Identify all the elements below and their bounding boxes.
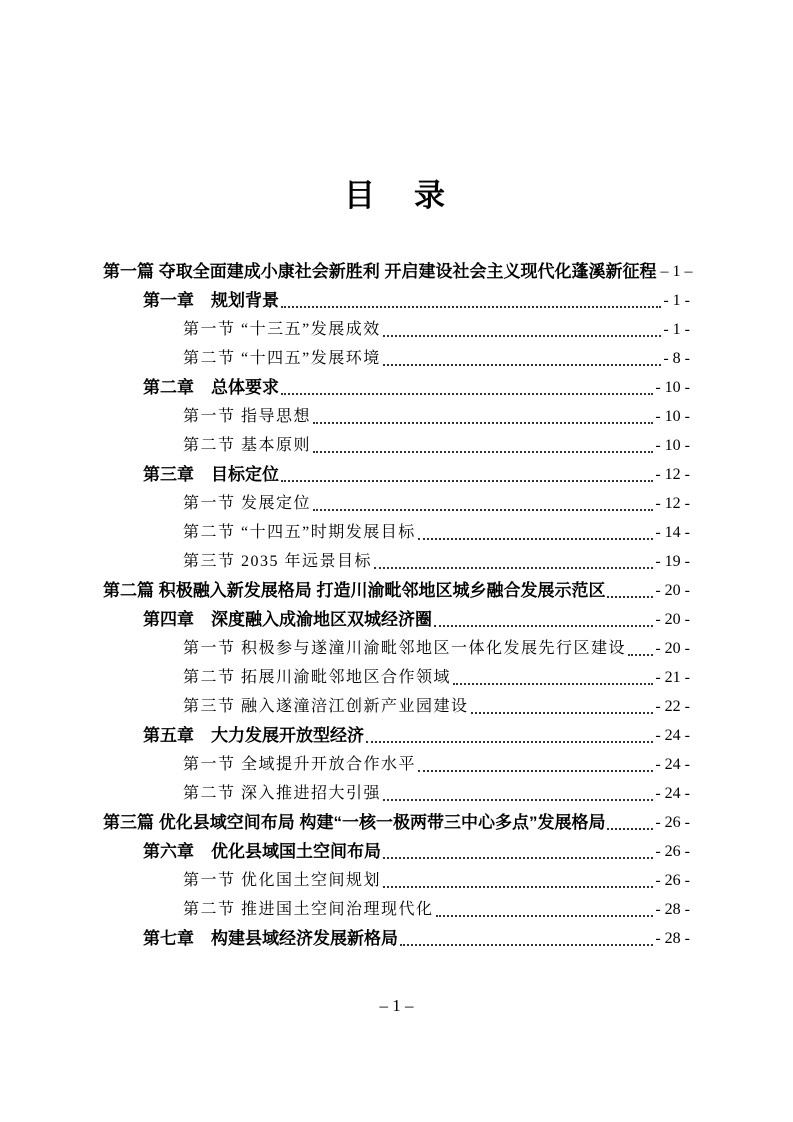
- toc-entry[interactable]: [103, 691, 690, 720]
- toc-entry-page: - 20 -: [655, 611, 690, 628]
- toc-entry-text: 第一章 规划背景: [143, 291, 279, 310]
- toc-entry-page: - 20 -: [655, 582, 690, 599]
- toc-entry-page: - 26 -: [655, 814, 690, 831]
- toc-leader-dots: [436, 915, 654, 917]
- toc-entry[interactable]: [103, 662, 690, 691]
- toc-entry-text: 第一篇 夺取全面建成小康社会新胜利 开启建设社会主义现代化蓬溪新征程: [103, 262, 657, 281]
- toc-leader-dots: [383, 335, 662, 337]
- toc-leader-dots: [281, 393, 653, 395]
- toc-entry-page: - 8 -: [663, 350, 690, 367]
- toc-entry[interactable]: [103, 720, 690, 749]
- toc-leader-dots: [313, 451, 653, 453]
- toc-entry-text: 第三节 融入遂潼涪江创新产业园建设: [183, 698, 469, 715]
- toc-leader-dots: [607, 596, 653, 598]
- toc-entry-page: - 12 -: [655, 495, 690, 512]
- toc-list: [103, 256, 693, 952]
- toc-leader-dots: [281, 306, 661, 308]
- toc-leader-dots: [313, 422, 653, 424]
- toc-entry-text: 第三章 目标定位: [143, 465, 279, 484]
- toc-entry[interactable]: [103, 372, 690, 401]
- toc-entry-text: 第二节 深入推进招大引强: [183, 785, 382, 802]
- toc-entry-text: 第二章 总体要求: [143, 378, 279, 397]
- toc-entry[interactable]: [103, 749, 690, 778]
- toc-entry[interactable]: [103, 459, 690, 488]
- toc-leader-dots: [418, 538, 654, 540]
- toc-entry-page: - 12 -: [655, 466, 690, 483]
- toc-entry[interactable]: [103, 401, 690, 430]
- toc-entry-page: - 24 -: [655, 727, 690, 744]
- toc-leader-dots: [607, 828, 653, 830]
- toc-entry-page: - 14 -: [655, 524, 690, 541]
- toc-entry-text: 第四章 深度融入成渝地区双城经济圈: [143, 610, 432, 629]
- toc-entry-text: 第七章 构建县域经济发展新格局: [143, 929, 398, 948]
- page-content: [103, 0, 693, 952]
- toc-entry[interactable]: [103, 778, 690, 807]
- toc-entry[interactable]: [103, 256, 693, 285]
- toc-entry[interactable]: [103, 807, 690, 836]
- toc-entry[interactable]: [103, 488, 690, 517]
- toc-entry-text: 第二节 基本原则: [183, 437, 312, 454]
- toc-entry[interactable]: [103, 285, 690, 314]
- toc-entry-page: - 19 -: [655, 553, 690, 570]
- toc-entry-text: 第二节 推进国土空间治理现代化: [183, 901, 434, 918]
- toc-entry-text: 第一节 优化国土空间规划: [183, 872, 382, 889]
- toc-entry[interactable]: [103, 546, 690, 575]
- toc-entry[interactable]: [103, 894, 690, 923]
- toc-entry-text: 第二节 拓展川渝毗邻地区合作领域: [183, 669, 452, 686]
- toc-entry-text: 第五章 大力发展开放型经济: [143, 726, 364, 745]
- toc-entry[interactable]: [103, 575, 690, 604]
- toc-leader-dots: [628, 654, 653, 656]
- toc-entry-page: - 24 -: [655, 785, 690, 802]
- toc-entry-text: 第一节 全域提升开放合作水平: [183, 756, 417, 773]
- toc-entry-page: - 28 -: [655, 901, 690, 918]
- toc-leader-dots: [471, 712, 654, 714]
- toc-entry[interactable]: [103, 430, 690, 459]
- toc-entry[interactable]: [103, 865, 690, 894]
- toc-entry-text: 第一节 “十三五”发展成效: [183, 321, 381, 338]
- toc-entry[interactable]: [103, 314, 690, 343]
- toc-leader-dots: [374, 567, 653, 569]
- toc-entry-page: - 22 -: [655, 698, 690, 715]
- toc-entry-page: - 28 -: [655, 930, 690, 947]
- toc-leader-dots: [434, 625, 653, 627]
- toc-entry-page: - 21 -: [655, 669, 690, 686]
- toc-leader-dots: [453, 683, 653, 685]
- toc-leader-dots: [418, 770, 653, 772]
- toc-entry-text: 第二篇 积极融入新发展格局 打造川渝毗邻地区城乡融合发展示范区: [103, 581, 606, 600]
- toc-leader-dots: [400, 944, 653, 946]
- toc-leader-dots: [281, 480, 653, 482]
- toc-leader-dots: [383, 857, 653, 859]
- toc-entry-text: 第二节 “十四五”发展环境: [183, 350, 381, 367]
- toc-entry[interactable]: [103, 836, 690, 865]
- toc-entry-page: - 10 -: [655, 379, 690, 396]
- toc-entry[interactable]: [103, 923, 690, 952]
- footer-page-number: – 1 –: [379, 996, 414, 1015]
- toc-entry-text: 第一节 发展定位: [183, 495, 312, 512]
- toc-entry-page: - 24 -: [655, 756, 690, 773]
- toc-entry-text: 第一节 积极参与遂潼川渝毗邻地区一体化发展先行区建设: [183, 640, 627, 657]
- toc-entry[interactable]: [103, 633, 690, 662]
- toc-entry-text: 第三篇 优化县域空间布局 构建“一核一极两带三中心多点”发展格局: [103, 813, 606, 832]
- toc-entry[interactable]: [103, 604, 690, 633]
- toc-entry-page: - 1 -: [663, 321, 690, 338]
- toc-entry-page: - 10 -: [655, 437, 690, 454]
- page-title: 目 录: [344, 178, 449, 213]
- toc-entry-text: 第二节 “十四五”时期发展目标: [183, 524, 416, 541]
- toc-entry-page: - 20 -: [655, 640, 690, 657]
- toc-leader-dots: [383, 799, 653, 801]
- toc-entry-text: 第三节 2035 年远景目标: [183, 553, 373, 570]
- toc-leader-dots: [366, 741, 653, 743]
- toc-entry-text: 第一节 指导思想: [183, 408, 312, 425]
- toc-entry-page: - 1 -: [663, 292, 690, 309]
- toc-entry-page: - 10 -: [655, 408, 690, 425]
- toc-leader-dots: [383, 364, 662, 366]
- toc-entry-text: 第六章 优化县域国土空间布局: [143, 842, 381, 861]
- toc-leader-dots: [313, 509, 653, 511]
- toc-entry-page: – 1 –: [660, 263, 693, 280]
- toc-entry[interactable]: [103, 517, 690, 546]
- toc-entry-page: - 26 -: [655, 843, 690, 860]
- toc-entry-page: - 26 -: [655, 872, 690, 889]
- toc-entry[interactable]: [103, 343, 690, 372]
- toc-leader-dots: [383, 886, 653, 888]
